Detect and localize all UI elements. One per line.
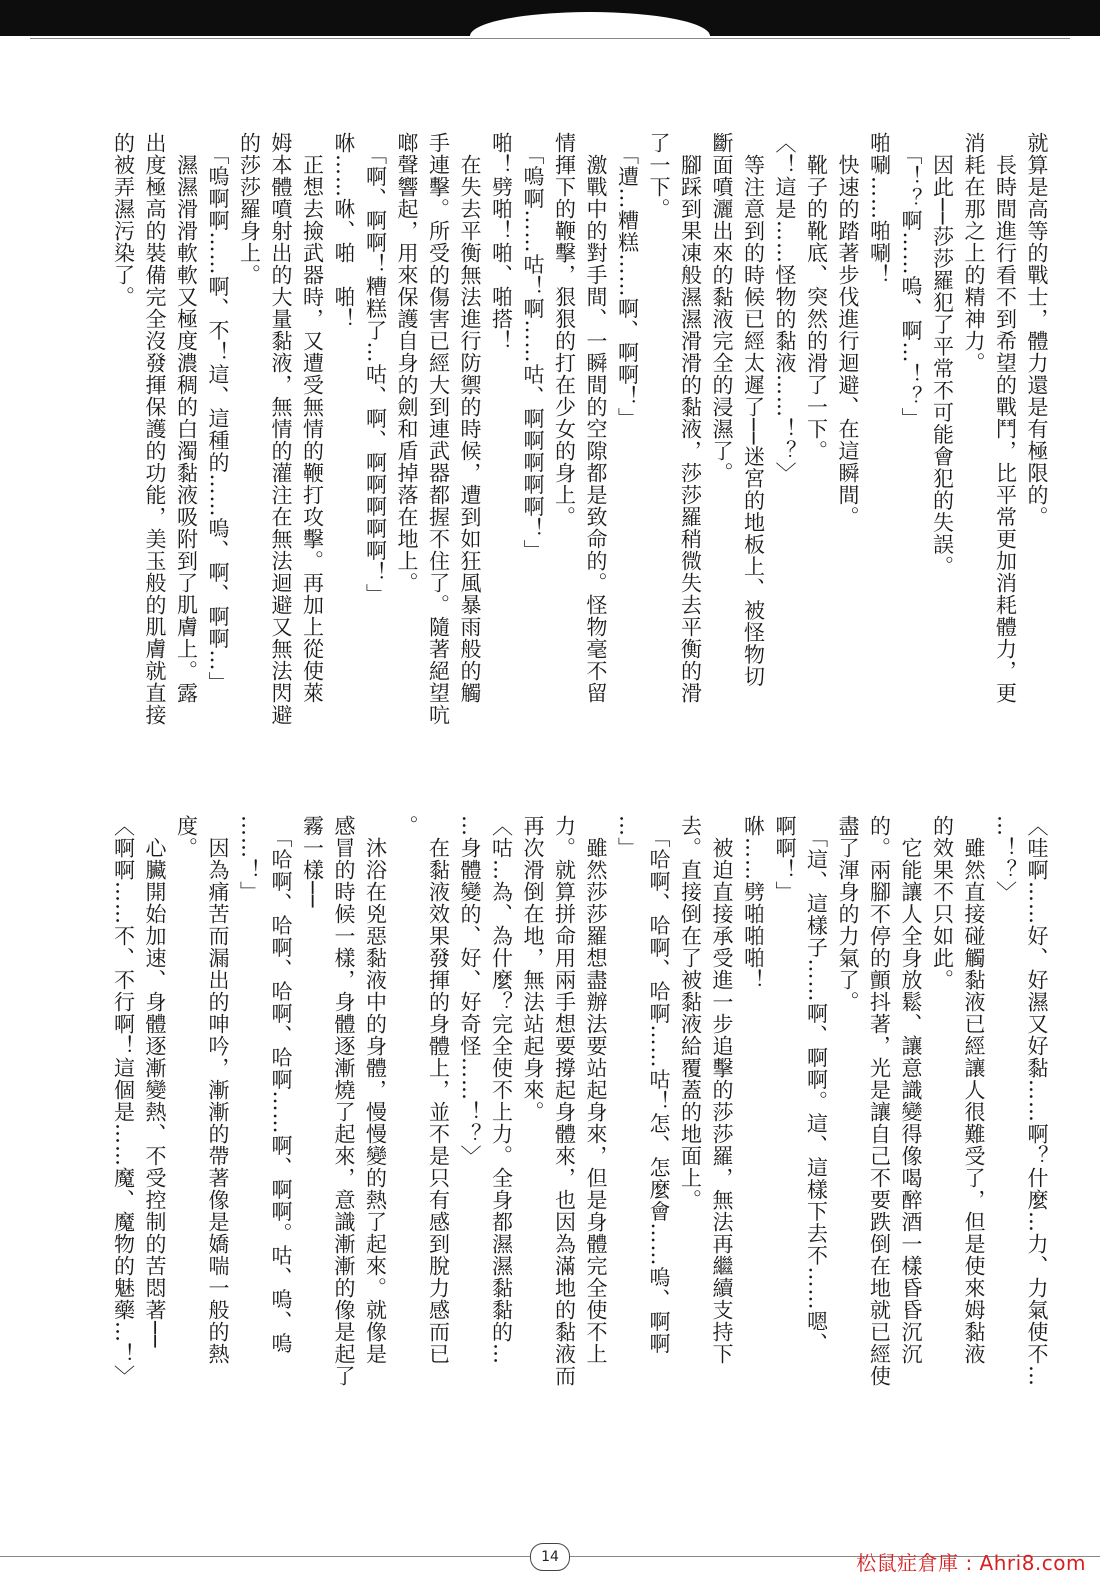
text-column: 「！？啊……嗚、啊…！？」 <box>899 132 923 430</box>
text-column: 情揮下的鞭擊，狠狠的打在少女的身上。 <box>552 132 577 528</box>
text-column: 。 <box>395 815 419 837</box>
text-column: 「哈啊、哈啊、哈啊……咕！怎、怎麼會……嗚、啊啊 <box>647 815 671 1355</box>
text-column: 在黏液效果發揮的身體上，並不是只有感到脫力感而已 <box>426 815 451 1365</box>
lower-text-block <box>52 815 1052 1495</box>
text-column: 因此──莎莎羅犯了平常不可能會犯的失誤。 <box>930 132 955 578</box>
text-column: 去。直接倒在了被黏液給覆蓋的地面上。 <box>678 815 703 1211</box>
upper-text-block <box>52 132 1052 782</box>
text-column: 心臟開始加速、身體逐漸變熱、不受控制的苦悶著── <box>143 815 167 1349</box>
text-column: 長時間進行看不到希望的戰鬥，比平常更加消耗體力，更 <box>993 132 1018 704</box>
text-column: 咻……咻、啪 啪！ <box>332 132 356 330</box>
text-column: 正想去撿武器時，又遭受無情的鞭打攻擊。再加上從使萊 <box>300 132 325 704</box>
text-column: 斷面噴灑出來的黏液完全的浸濕了。 <box>710 132 734 484</box>
text-column: 「啊、啊啊！糟糕了…咕、啊、啊啊啊啊啊！」 <box>363 132 388 606</box>
text-column: 被迫直接承受進一步追擊的莎莎羅，無法再繼續支持下 <box>710 815 734 1365</box>
text-column: 激戰中的對手間、一瞬間的空隙都是致命的。怪物毫不留 <box>584 132 608 704</box>
header-bar <box>0 0 1100 36</box>
page-number: 14 <box>530 1543 570 1571</box>
text-column: 度。 <box>174 815 199 859</box>
text-column: 手連擊。所受的傷害已經大到連武器都握不住了。隨著絕望吭 <box>426 132 451 726</box>
text-column: 因為痛苦而漏出的呻吟，漸漸的帶著像是嬌喘一般的熱 <box>206 815 230 1365</box>
text-column: 再次滑倒在地，無法站起身來。 <box>521 815 545 1123</box>
text-column: 〈啊啊……不、不行啊！這個是……魔、魔物的魅藥…！〉 <box>111 815 136 1387</box>
text-column: 腳踩到果凍般濕濕滑滑的黏液，莎莎羅稍微失去平衡的滑 <box>678 132 703 704</box>
text-column: 力。就算拼命用兩手想要撐起身體來，也因為滿地的黏液而 <box>552 815 577 1387</box>
text-column: …！？〉 <box>993 815 1018 903</box>
text-column: 雖然莎莎羅想盡辦法要站起身來，但是身體完全使不上 <box>584 815 608 1365</box>
text-column: 的。兩腳不停的顫抖著，光是讓自己不要跌倒在地就已經使 <box>867 815 892 1387</box>
text-column: 的效果不只如此。 <box>930 815 955 991</box>
text-column: 「嗚啊啊……啊、不！這、這種的……嗚、啊、啊啊…」 <box>206 132 230 694</box>
text-column: 啊啊！」 <box>773 815 797 903</box>
text-column: 濕濕滑滑軟軟又極度濃稠的白濁黏液吸附到了肌膚上。露 <box>174 132 199 704</box>
text-column: 姆本體噴射出的大量黏液，無情的灌注在無法迴避又無法閃避 <box>269 132 293 726</box>
text-column: 在失去平衡無法進行防禦的時候，遭到如狂風暴雨般的觸 <box>458 132 482 704</box>
text-column: 出度極高的裝備完全沒發揮保護的功能，美玉般的肌膚就直接 <box>143 132 167 726</box>
text-column: 它能讓人全身放鬆、讓意識變得像喝醉酒一樣昏昏沉沉 <box>899 815 923 1365</box>
text-column: 了一下。 <box>647 132 671 220</box>
header-notch <box>470 10 710 38</box>
text-column: 「這、這樣子……啊、啊啊。這、這樣下去不……嗯、 <box>804 815 829 1355</box>
text-column: 〈！這是……怪物的黏液……！？〉 <box>773 132 797 484</box>
header-rule <box>30 38 1070 39</box>
watermark: 松鼠症倉庫 : Ahri8.com <box>856 1551 1086 1575</box>
text-column: 的莎莎羅身上。 <box>237 132 262 286</box>
text-column: 啪！劈啪！啪、啪搭！ <box>489 132 514 352</box>
text-column: 快速的踏著步伐進行迴避、在這瞬間。 <box>836 132 860 528</box>
text-column: 〈哇啊……好、好濕又好黏……啊？什麼…力、力氣使不… <box>1025 815 1049 1387</box>
text-column: 消耗在那之上的精神力。 <box>962 132 986 374</box>
text-column: …身體變的、好、好奇怪……！？〉 <box>458 815 482 1167</box>
text-column: 雖然直接碰觸黏液已經讓人很難受了，但是使來姆黏液 <box>962 815 986 1365</box>
text-column: 感冒的時候一樣，身體逐漸燒了起來，意識漸漸的像是起了 <box>332 815 356 1387</box>
text-column: ……！」 <box>237 815 262 903</box>
text-column: 的被弄濕污染了。 <box>111 132 136 308</box>
text-column: 啪唰……啪唰！ <box>867 132 892 286</box>
text-column: …」 <box>615 815 640 859</box>
text-column: 等注意到的時候已經太遲了──迷宮的地板上、被怪物切 <box>741 132 766 688</box>
text-column: 「哈啊、哈啊、哈啊、哈啊……啊、啊啊。咕、嗚、嗚 <box>269 815 293 1355</box>
text-column: 沐浴在兇惡黏液中的身體，慢慢變的熱了起來。就像是 <box>363 815 388 1365</box>
text-column: 霧一樣── <box>300 815 325 909</box>
text-column: 咻……劈啪啪啪！ <box>741 815 766 991</box>
text-column: 「嗚啊……咕！啊……咕、啊啊啊啊啊！」 <box>521 132 545 562</box>
text-column: 啷聲響起，用來保護自身的劍和盾掉落在地上。 <box>395 132 419 594</box>
text-column: 〈咕…為、為什麼？完全使不上力。全身都濕濕黏黏的… <box>489 815 514 1365</box>
text-column: 「遭…糟糕……啊、啊啊！」 <box>615 132 640 430</box>
text-column: 靴子的靴底、突然的滑了一下。 <box>804 132 829 462</box>
text-column: 就算是高等的戰士，體力還是有極限的。 <box>1025 132 1049 528</box>
text-column: 盡了渾身的力氣了。 <box>836 815 860 1013</box>
